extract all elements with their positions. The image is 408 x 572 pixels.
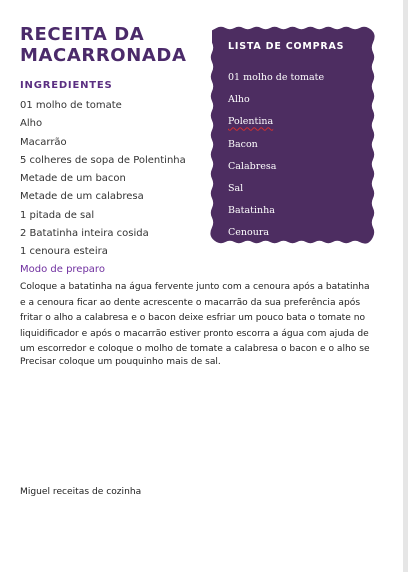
shopping-list-panel — [209, 25, 376, 245]
ingredients-list — [20, 97, 186, 262]
ingredient-item: 1 cenoura esteira — [20, 246, 108, 258]
ingredient-item: Alho — [20, 118, 43, 130]
shopping-item: Polentina — [228, 116, 274, 128]
method-note: Precisar coloque um pouquinho mais de sal. — [20, 357, 221, 367]
shopping-item: Cenoura — [228, 227, 270, 237]
shopping-list-content — [209, 25, 376, 237]
shopping-item: Bacon — [228, 138, 258, 150]
shopping-item: 01 molho de tomate — [228, 72, 325, 83]
shopping-item: Batatinha — [228, 205, 275, 217]
shopping-item: Alho — [228, 94, 250, 106]
ingredient-item: 2 Batatinha inteira cosida — [20, 228, 149, 240]
footer-text: Miguel receitas de cozinha — [20, 487, 142, 497]
ingredient-item: Macarrão — [20, 136, 67, 148]
method-text: Coloque a batatinha na água fervente junto com a cenoura após a batatinha e a cenoura ficar ao dente acrescente o macarrão da sua preferência após fritar o alho a calabresa e o bacon deixe esfriar um pouco bata o tomate no liquidificador e após o macarrão estiver pronto escorra a água com ajuda de um escorredor e coloque o molho de tomate a calabresa o bacon e o alho se — [20, 282, 370, 355]
ingredient-item: 5 colheres de sopa de Polentinha — [20, 154, 186, 166]
ingredients-heading: INGREDIENTES — [20, 80, 113, 91]
shopping-list-items — [228, 67, 324, 237]
recipe-title: RECEITA DA MACARRONADA — [20, 24, 187, 66]
ingredient-item: 01 molho de tomate — [20, 100, 122, 111]
ingredient-item: Metade de um bacon — [20, 173, 126, 185]
method-heading: Modo de preparo — [20, 264, 105, 275]
page-edge — [403, 0, 408, 572]
shopping-item: Sal — [228, 183, 244, 195]
ingredient-item: Metade de um calabresa — [20, 191, 144, 203]
shopping-list-heading: LISTA DE COMPRAS — [228, 41, 345, 52]
shopping-item: Calabresa — [228, 160, 277, 172]
ingredient-item: 1 pitada de sal — [20, 209, 95, 221]
